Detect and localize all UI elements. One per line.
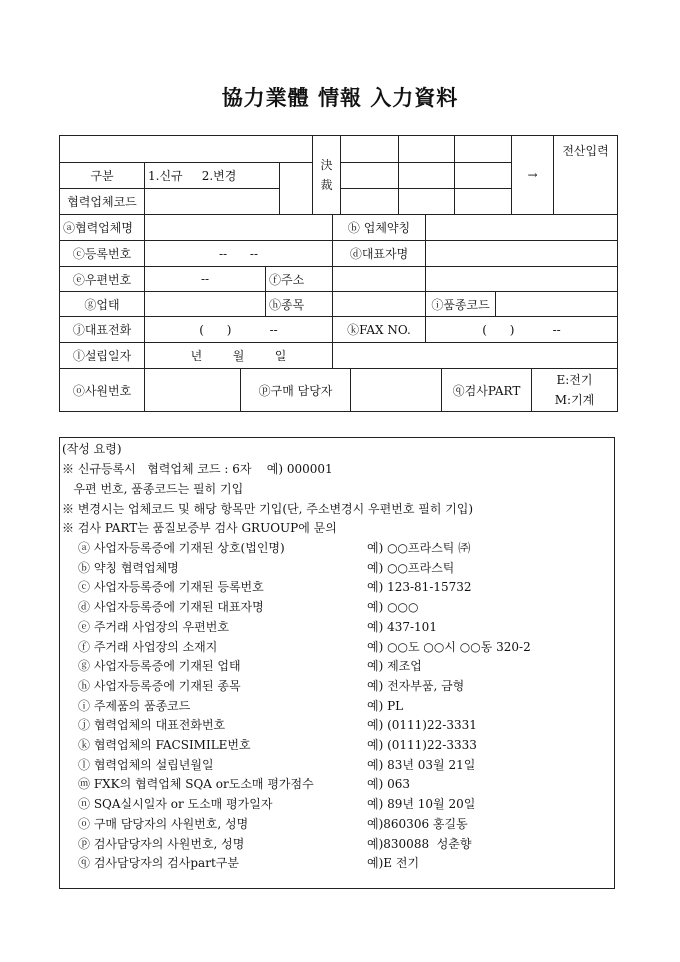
approval-cell[interactable] xyxy=(454,162,512,189)
instruction-item xyxy=(78,637,608,657)
instruction-item xyxy=(78,834,608,854)
instruction-item xyxy=(78,735,608,755)
item-example: 예) ○○프라스틱 ㈜ xyxy=(367,541,471,555)
item-description: ⓕ 주거래 사업장의 소재지 xyxy=(78,639,218,654)
item-example: 예) 437-101 xyxy=(367,619,437,634)
instruction-line: ※ 검사 PART는 품질보증부 검사 GRUOUP에 문의 xyxy=(62,521,337,535)
approval-cell[interactable] xyxy=(398,188,455,215)
inspection-part-options[interactable] xyxy=(531,368,618,412)
item-description: ⓓ 사업자등록증에 기재된 대표자명 xyxy=(78,600,264,615)
instruction-item xyxy=(78,656,608,676)
approval-cell[interactable] xyxy=(398,135,455,163)
company-abbr-label: ⓑ 업체약칭 xyxy=(332,214,426,241)
item-example: 예) 063 xyxy=(367,777,410,792)
blank-cell xyxy=(332,342,618,369)
item-example: 예) 123-81-15732 xyxy=(367,580,472,595)
business-type-field[interactable] xyxy=(144,291,266,317)
item-example: 예) 제조업 xyxy=(367,659,422,674)
computer-input-label: 전산입력 xyxy=(553,135,618,215)
purchasing-manager-label: ⓟ구매 담당자 xyxy=(240,368,351,412)
purchasing-manager-field[interactable] xyxy=(350,368,442,412)
fax-label: ⓚFAX NO. xyxy=(332,316,426,343)
phone-label: ⓙ대표전화 xyxy=(59,316,145,343)
product-code-label: ⓘ품종코드 xyxy=(425,291,496,317)
instructions-header: (작성 요령) xyxy=(62,442,122,456)
part-electrical: E:전기 xyxy=(556,373,593,387)
blank-cell xyxy=(279,162,313,215)
item-example: 예)E 전기 xyxy=(367,856,420,871)
item-description: ⓟ 검사담당자의 사원번호, 성명 xyxy=(78,836,245,851)
instruction-line: 우편 번호, 품종코드는 필히 기입 xyxy=(62,482,244,496)
item-example: 예)860306 홍길동 xyxy=(367,816,468,831)
address-field[interactable] xyxy=(332,266,426,292)
vendor-code-field[interactable] xyxy=(144,188,280,215)
instruction-item xyxy=(78,597,608,617)
item-example: 예) ○○도 ○○시 ○○동 320-2 xyxy=(367,639,531,654)
zip-label: ⓔ우편번호 xyxy=(59,266,145,292)
instruction-item xyxy=(78,715,608,735)
business-item-label: ⓗ종목 xyxy=(265,291,333,317)
approval-cell[interactable] xyxy=(340,135,399,163)
form-header-blank xyxy=(59,135,313,163)
inspection-part-label: ⓠ검사PART xyxy=(441,368,532,412)
item-description: ⓚ 협력업체의 FACSIMILE번호 xyxy=(78,738,251,752)
approval-cell[interactable] xyxy=(340,188,399,215)
instruction-line: ※ 변경시는 업체코드 및 해당 항목만 기입(단, 주소변경시 우편번호 필히 기입) xyxy=(62,502,474,516)
item-description: ⓗ 사업자등록증에 기재된 종목 xyxy=(78,678,241,693)
item-example: 예) 전자부품, 금형 xyxy=(367,678,465,693)
item-description: ⓘ 주제품의 품종코드 xyxy=(78,698,191,713)
approval-cell[interactable] xyxy=(340,162,399,189)
item-example: 예) PL xyxy=(367,698,404,713)
part-mechanical: M:기계 xyxy=(554,393,595,407)
approval-cell[interactable] xyxy=(398,162,455,189)
employee-number-field[interactable] xyxy=(144,368,241,412)
company-abbr-field[interactable] xyxy=(425,214,618,241)
gubun-label: 구분 xyxy=(59,162,145,189)
approval-cell[interactable] xyxy=(454,135,512,163)
address-field-2[interactable] xyxy=(425,266,618,292)
company-name-label: ⓐ협력업체명 xyxy=(59,214,145,241)
approval-cell[interactable] xyxy=(454,188,512,215)
item-description: ⓑ 약칭 협력업체명 xyxy=(78,560,179,575)
instruction-item xyxy=(78,814,608,834)
founded-date-label: ⓛ설립일자 xyxy=(59,342,145,369)
instruction-item xyxy=(78,577,608,597)
item-description: ⓒ 사업자등록증에 기재된 등록번호 xyxy=(78,580,264,595)
item-description: ⓜ FXK의 협력업체 SQA or도소매 평가점수 xyxy=(78,777,314,792)
instruction-item xyxy=(78,558,608,578)
gubun-options[interactable]: 1.신규 2.변경 xyxy=(144,162,280,189)
instruction-item xyxy=(78,794,608,814)
ceo-name-field[interactable] xyxy=(425,240,618,267)
ceo-name-label: ⓓ대표자명 xyxy=(332,240,426,267)
reg-number-field[interactable]: -- -- xyxy=(144,240,333,267)
item-example: 예) (0111)22-3333 xyxy=(367,738,477,752)
zip-field[interactable]: -- xyxy=(144,266,266,292)
approval-label: 決 裁 xyxy=(312,135,341,215)
item-description: ⓠ 검사담당자의 검사part구분 xyxy=(78,856,239,871)
item-description: ⓔ 주거래 사업장의 우편번호 xyxy=(78,619,229,634)
business-item-field[interactable] xyxy=(332,291,426,317)
founded-date-field[interactable]: 년 월 일 xyxy=(144,342,333,369)
item-example: 예) ○○프라스틱 xyxy=(367,560,455,575)
instruction-item xyxy=(78,617,608,637)
item-description: ⓖ 사업자등록증에 기재된 업태 xyxy=(78,659,241,674)
item-example: 예)830088 성춘향 xyxy=(367,836,472,851)
instructions-box xyxy=(59,437,615,889)
item-example: 예) 89년 10월 20일 xyxy=(367,797,476,812)
instruction-item xyxy=(78,676,608,696)
instruction-item xyxy=(78,774,608,794)
product-code-field[interactable] xyxy=(495,291,618,317)
phone-field[interactable]: ( ) -- xyxy=(144,316,333,343)
item-description: ⓝ SQA실시일자 or 도소매 평가일자 xyxy=(78,797,273,812)
page-title: 協力業體 情報 入力資料 xyxy=(221,85,459,110)
instruction-item xyxy=(78,755,608,775)
address-label: ⓕ주소 xyxy=(265,266,333,292)
item-example: 예) ○○○ xyxy=(367,600,419,615)
fax-field[interactable]: ( ) -- xyxy=(425,316,618,343)
item-example: 예) (0111)22-3331 xyxy=(367,718,477,733)
reg-number-label: ⓒ등록번호 xyxy=(59,240,145,267)
instruction-line: ※ 신규등록시 협력업체 코드 : 6자 예) 000001 xyxy=(62,462,333,476)
instruction-item xyxy=(78,696,608,716)
item-description: ⓛ 협력업체의 설립년월일 xyxy=(78,757,214,772)
item-example: 예) 83년 03월 21일 xyxy=(367,757,476,772)
arrow-icon: → xyxy=(511,135,554,215)
instruction-item xyxy=(78,538,608,558)
vendor-code-label: 협력업체코드 xyxy=(59,188,145,215)
item-description: ⓐ 사업자등록증에 기재된 상호(법인명) xyxy=(78,541,285,555)
business-type-label: ⓖ업태 xyxy=(59,291,145,317)
item-description: ⓞ 구매 담당자의 사원번호, 성명 xyxy=(78,816,249,831)
company-name-field[interactable] xyxy=(144,214,333,241)
instruction-item xyxy=(78,853,608,873)
item-description: ⓙ 협력업체의 대표전화번호 xyxy=(78,718,226,733)
employee-number-label: ⓞ사원번호 xyxy=(59,368,145,412)
